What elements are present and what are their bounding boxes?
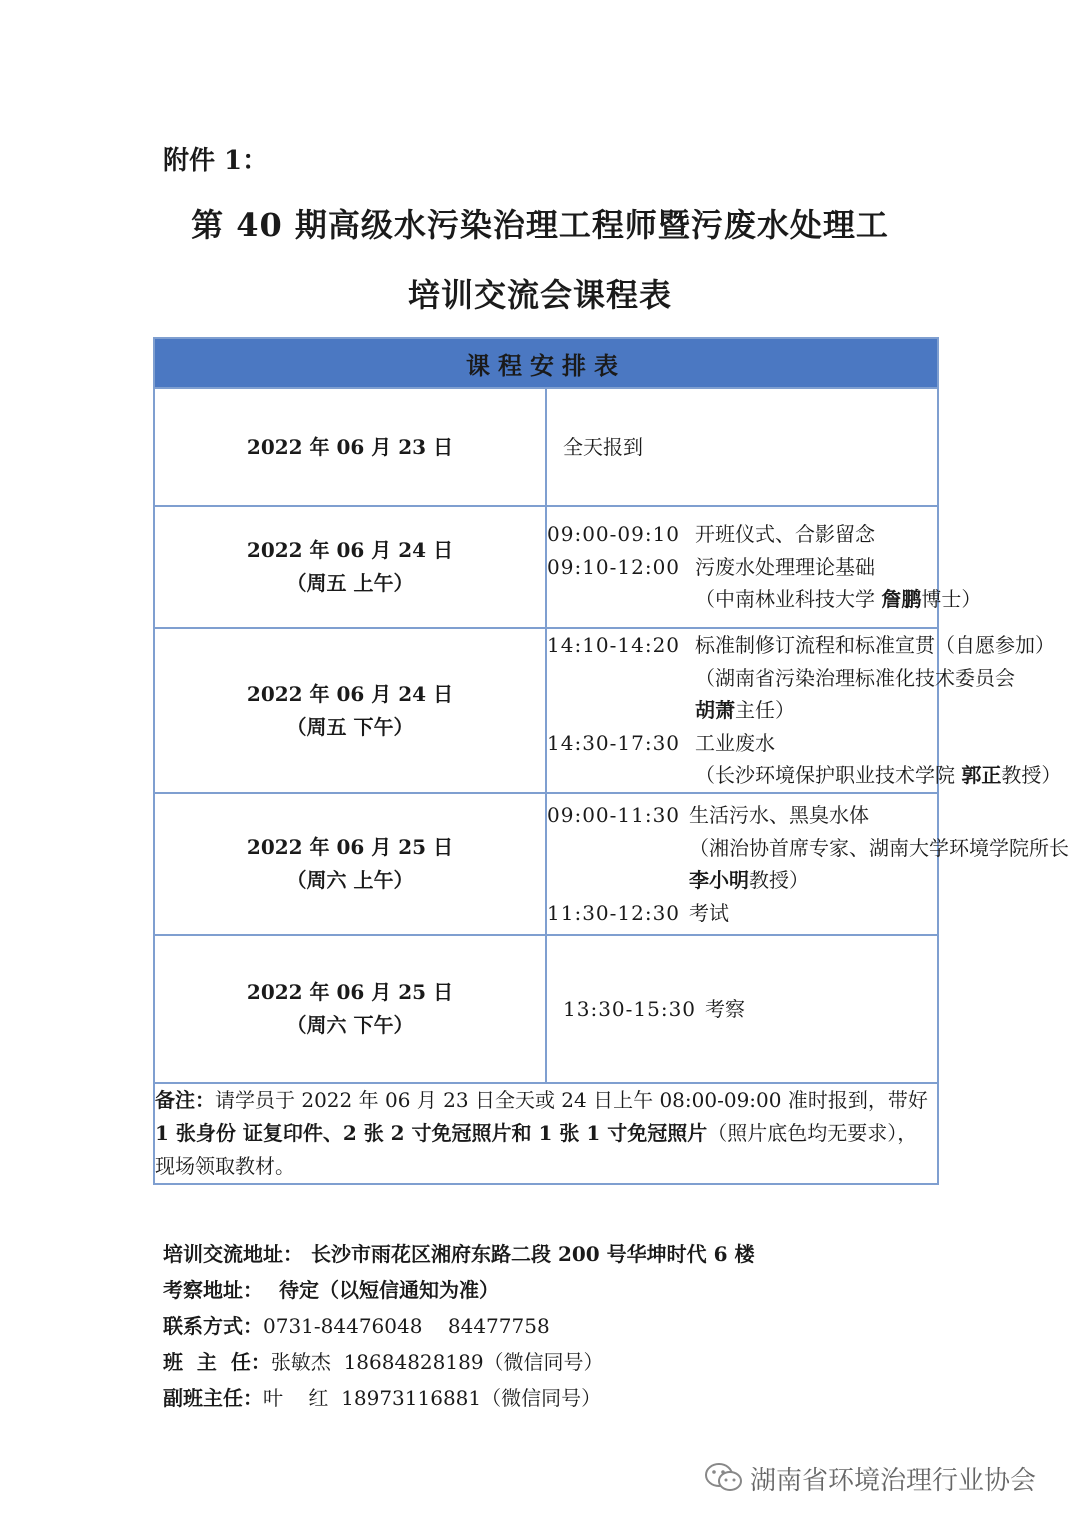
time-slot: 14:30-17:30	[547, 730, 681, 755]
speaker-line	[547, 583, 982, 616]
visit-label: 考察地址：	[163, 1278, 263, 1302]
table-row	[154, 628, 938, 793]
time-slot: 09:10-12:00	[547, 554, 681, 579]
schedule-line: 全天报到	[563, 434, 643, 459]
director-line	[163, 1346, 604, 1375]
speaker-name: 郭正	[961, 763, 1002, 788]
speaker-org: （中南林业科技大学	[695, 587, 882, 612]
schedule-table	[153, 337, 1069, 1185]
time-slot: 09:00-09:10	[547, 522, 681, 547]
time-slot: 13:30-15:30	[563, 996, 697, 1021]
speaker-line: （湖南省污染治理标准化技术委员会	[695, 665, 1015, 690]
time-slot: 09:00-11:30	[547, 803, 681, 827]
date-text: 2022 年 06 月 24 日	[246, 681, 454, 706]
date-text: 2022 年 06 月 25 日	[246, 980, 454, 1004]
date-text: 2022 年 06 月 23 日	[246, 434, 454, 459]
date-cell	[154, 506, 546, 628]
session-text: 工业废水	[695, 730, 775, 755]
note-label: 备注：	[155, 1088, 215, 1112]
address-line	[163, 1238, 755, 1267]
note-text: 请学员于 2022 年 06 月 23 日全天或 24 日上午 08:00-09:00 准时报到，带好	[215, 1088, 928, 1112]
page-title-line-1: 第 40 期高级水污染治理工程师暨污废水处理工	[191, 206, 889, 244]
day-text: （周六 下午）	[286, 1013, 414, 1037]
speaker-title: 博士）	[921, 587, 982, 612]
attachment-label: 附件 1：	[163, 146, 269, 176]
day-text: （周六 上午）	[286, 868, 414, 892]
table-header: 课程安排表	[154, 338, 938, 388]
visit-value: 待定（以短信通知为准）	[279, 1278, 499, 1302]
deputy-value: 叶 红 18973116881（微信同号）	[263, 1386, 602, 1410]
table-row	[154, 935, 938, 1083]
deputy-line	[163, 1382, 601, 1411]
schedule-line	[547, 518, 937, 551]
page-title-line-2: 培训交流会课程表	[407, 276, 672, 314]
address-label: 培训交流地址：	[163, 1242, 303, 1266]
speaker-title: 教授）	[749, 868, 809, 892]
director-label: 班 主 任：	[163, 1350, 271, 1374]
day-text: （周五 上午）	[286, 571, 414, 595]
session-text: 污废水处理理论基础	[695, 554, 875, 579]
session-text: 标准制修订流程和标准宣贯（自愿参加）	[695, 633, 1055, 658]
table-row	[154, 793, 938, 935]
speaker-name: 詹鹏	[881, 587, 922, 612]
date-text: 2022 年 06 月 24 日	[246, 538, 454, 562]
wechat-watermark	[704, 1460, 1036, 1501]
visit-address-line	[163, 1274, 499, 1303]
schedule-cell	[546, 935, 938, 1083]
time-slot: 14:10-14:20	[547, 633, 681, 658]
speaker-name: 李小明	[689, 868, 749, 892]
watermark-text: 湖南省环境治理行业协会	[750, 1466, 1037, 1496]
note-row	[154, 1083, 938, 1184]
wechat-icon	[704, 1462, 744, 1501]
schedule-cell	[546, 506, 982, 628]
contact-label: 联系方式：	[163, 1314, 263, 1338]
schedule-line	[547, 799, 937, 832]
deputy-label: 副班主任：	[163, 1386, 263, 1410]
schedule-cell	[546, 388, 938, 506]
speaker-title: 教授）	[1001, 763, 1062, 788]
speaker-line	[547, 759, 1062, 792]
schedule-line	[563, 993, 937, 1026]
speaker-org: （长沙环境保护职业技术学院	[695, 763, 962, 788]
date-cell	[154, 388, 546, 506]
table-row	[154, 388, 938, 506]
table-row	[154, 506, 938, 628]
session-text: 考试	[689, 900, 729, 925]
date-cell	[154, 935, 546, 1083]
session-text: 考察	[705, 996, 745, 1021]
note-bold-text: 1 张身份 证复印件、2 张 2 寸免冠照片和 1 张 1 寸免冠照片	[155, 1121, 708, 1145]
speaker-line: （湘治协首席专家、湖南大学环境学院所长	[689, 835, 1069, 860]
speaker-line	[547, 864, 937, 897]
date-cell	[154, 628, 546, 793]
contact-line	[163, 1310, 550, 1339]
schedule-line	[547, 629, 1055, 662]
schedule-line	[547, 727, 937, 760]
schedule-line	[547, 897, 937, 930]
schedule-line	[547, 551, 937, 584]
address-value: 长沙市雨花区湘府东路二段 200 号华坤时代 6 楼	[311, 1242, 755, 1266]
date-text: 2022 年 06 月 25 日	[246, 835, 454, 859]
date-cell	[154, 793, 546, 935]
schedule-cell	[546, 628, 1062, 793]
session-text: 开班仪式、合影留念	[695, 522, 875, 547]
session-text: 生活污水、黑臭水体	[689, 803, 869, 827]
day-text: （周五 下午）	[286, 714, 414, 739]
time-slot: 11:30-12:30	[547, 900, 681, 925]
note-text-end: （照片底色均无要求），现场领取教材。	[155, 1121, 918, 1178]
director-value: 张敏杰 18684828189（微信同号）	[270, 1350, 604, 1374]
contact-value: 0731-84476048 84477758	[263, 1314, 550, 1338]
note-cell	[154, 1083, 938, 1184]
speaker-line	[547, 694, 937, 727]
schedule-cell	[546, 793, 1069, 935]
speaker-name: 胡萧	[695, 698, 735, 723]
speaker-title: 主任）	[735, 698, 795, 723]
